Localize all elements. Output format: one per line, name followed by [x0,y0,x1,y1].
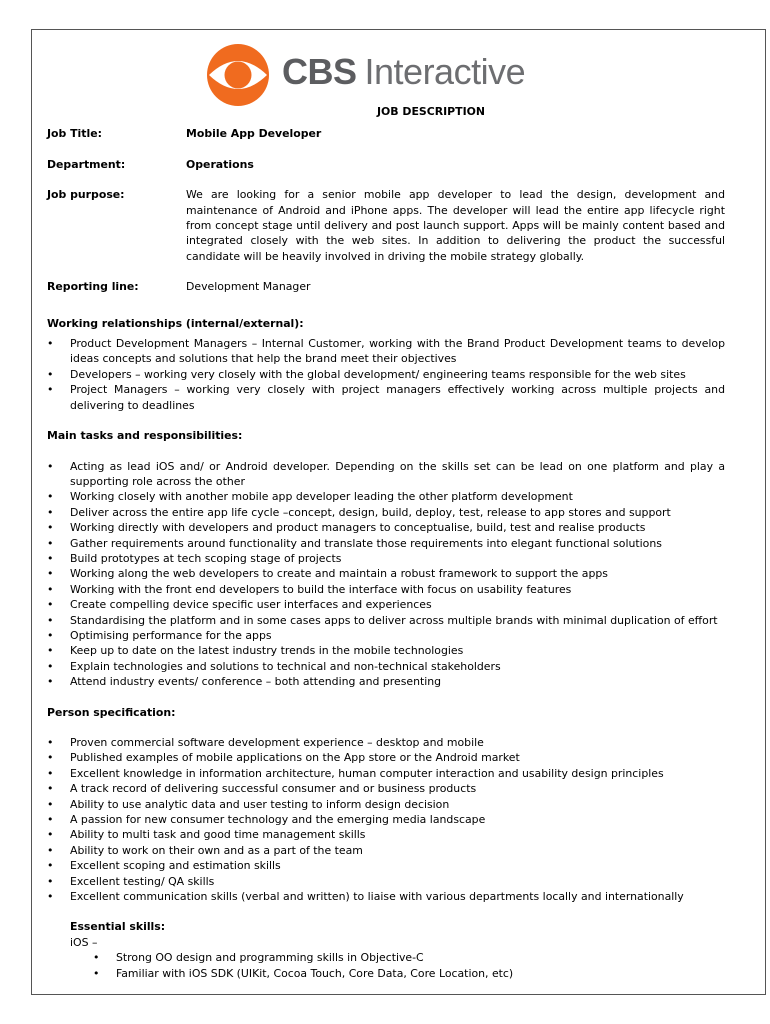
document-content [47,104,725,981]
cbs-eye-icon [205,43,271,107]
document-title: JOB DESCRIPTION [377,105,485,118]
ios-skills-list [93,950,725,981]
reporting-line-label: Reporting line: [47,280,139,294]
list-item: • Working directly with developers and product managers to conceptualise, build, test and realise products [47,520,725,535]
list-item: • Ability to multi task and good time management skills [47,827,725,842]
list-item: • Excellent scoping and estimation skills [47,858,725,873]
list-item: • Explain technologies and solutions to technical and non-technical stakeholders [47,659,725,674]
job-purpose-label: Job purpose: [47,188,125,202]
ios-label: iOS – [70,935,98,949]
list-item: • Working with the front end developers to build the interface with focus on usability features [47,582,725,597]
job-purpose-value: We are looking for a senior mobile app developer to lead the design, development and maintenance of Android and iPhone apps. The developer will lead the entire app lifecycle right from concept stage until delivery and post launch support. Apps will be mainly content based and integrated closely with the web sites. In addition to delivering the product the successful candidate will be heavily involved in driving the mobile strategy globally. [186,188,725,263]
list-item: • Keep up to date on the latest industry trends in the mobile technologies [47,643,725,658]
job-purpose-row [47,187,725,264]
department-label: Department: [47,157,126,171]
list-item: • Proven commercial software development experience – desktop and mobile [47,735,725,750]
list-item: • Standardising the platform and in some cases apps to deliver across multiple brands with minimal duplication of effort [47,613,725,628]
list-item: • Optimising performance for the apps [47,628,725,643]
job-title-value: Mobile App Developer [186,127,322,141]
department-row [47,157,725,172]
essential-skills-heading: Essential skills: [70,920,166,934]
list-item: • Developers – working very closely with the global development/ engineering teams responsible for the web sites [47,367,725,382]
list-item: • Attend industry events/ conference – both attending and presenting [47,674,725,689]
list-item: • A track record of delivering successful consumer and or business products [47,781,725,796]
list-item: • Create compelling device specific user interfaces and experiences [47,597,725,612]
list-item: • Build prototypes at tech scoping stage of projects [47,551,725,566]
list-item: • Excellent testing/ QA skills [47,874,725,889]
logo-brand-light: Interactive [364,51,526,92]
list-item: • Excellent communication skills (verbal and written) to liaise with various departments locally and internationally [47,889,725,904]
logo-brand-bold: CBS [282,51,357,92]
working-relationships-heading: Working relationships (internal/external): [47,316,304,330]
list-item: • Ability to work on their own and as a part of the team [47,843,725,858]
essential-skills [70,919,725,981]
list-item: • Working closely with another mobile app developer leading the other platform development [47,489,725,504]
logo-wordmark [282,51,525,93]
main-tasks-list [47,459,725,690]
list-item: • Published examples of mobile applications on the App store or the Android market [47,750,725,765]
person-spec-heading: Person specification: [47,705,176,719]
list-item: • Ability to use analytic data and user testing to inform design decision [47,797,725,812]
list-item: • Project Managers – working very closely with project managers effectively working across multiple projects and delivering to deadlines [47,382,725,413]
list-item: • A passion for new consumer technology and the emerging media landscape [47,812,725,827]
reporting-line-row [47,279,725,294]
list-item: • Acting as lead iOS and/ or Android developer. Depending on the skills set can be lead on one platform and play a supporting role across the other [47,459,725,490]
reporting-line-value: Development Manager [186,280,311,294]
company-logo [205,43,555,107]
list-item: • Excellent knowledge in information architecture, human computer interaction and usability design principles [47,766,725,781]
person-spec-list [47,735,725,904]
job-title-label: Job Title: [47,127,102,141]
list-item: • Working along the web developers to create and maintain a robust framework to support the apps [47,566,725,581]
main-tasks-heading: Main tasks and responsibilities: [47,429,243,443]
list-item: • Deliver across the entire app life cycle –concept, design, build, deploy, test, release to app stores and support [47,505,725,520]
list-item: • Product Development Managers – Internal Customer, working with the Brand Product Development teams to develop ideas concepts and solutions that help the brand meet their objectives [47,336,725,367]
list-item: • Gather requirements around functionality and translate those requirements into elegant functional solutions [47,536,725,551]
department-value: Operations [186,157,254,171]
job-title-row [47,126,725,141]
list-item: • Strong OO design and programming skills in Objective-C [93,950,725,965]
working-relationships-list [47,336,725,413]
list-item: • Familiar with iOS SDK (UIKit, Cocoa Touch, Core Data, Core Location, etc) [93,966,725,981]
